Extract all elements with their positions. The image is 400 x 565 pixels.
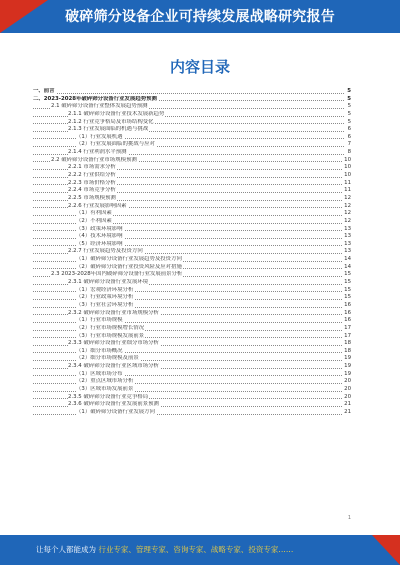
toc-entry-page: 18 xyxy=(344,340,351,347)
toc-entry-page: 12 xyxy=(344,194,351,201)
toc-entry-page: 18 xyxy=(344,347,351,354)
toc-entry-page: 13 xyxy=(344,233,351,240)
toc-entry-page: 11 xyxy=(344,179,351,186)
toc-entry-page: 6 xyxy=(347,133,351,140)
toc-entry[interactable] xyxy=(33,279,351,287)
toc-entry-page: 14 xyxy=(344,263,351,270)
toc-entry[interactable] xyxy=(33,317,351,325)
toc-entry[interactable] xyxy=(33,333,351,341)
toc-entry-page: 12 xyxy=(344,202,351,209)
toc-entry-label: （2）重点区域市场分析 xyxy=(76,378,134,385)
toc-entry-label: （1）破碎筛分设备行业发展趋势及投资方向 xyxy=(76,256,182,263)
toc-entry[interactable] xyxy=(33,294,351,302)
toc-entry-label: （3）行业社会环境分析 xyxy=(76,301,134,308)
toc-entry-page: 5 xyxy=(347,95,351,102)
toc-entry-label: （3）行业市场规模发展前景 xyxy=(76,332,145,339)
footer-slogan-highlight: 行业专家、管理专家、咨询专家、战略专家、投资专家…… xyxy=(98,545,294,554)
toc-entry-label: （2）行业发展面临的挑战与应对 xyxy=(76,141,155,148)
toc-entry-label: （1）有利因素 xyxy=(76,210,112,217)
toc-entry[interactable] xyxy=(33,210,351,218)
toc-entry-page: 5 xyxy=(347,110,351,117)
toc-entry-page: 21 xyxy=(344,408,351,415)
toc-entry-page: 20 xyxy=(344,385,351,392)
toc-entry-page: 8 xyxy=(347,149,351,156)
toc-entry-label: 2.1.1 破碎筛分设备行业技术发展新趋势 xyxy=(68,110,165,117)
toc-entry-label: （2）不利因素 xyxy=(76,217,112,224)
toc-entry-page: 17 xyxy=(344,324,351,331)
toc-entry[interactable] xyxy=(33,302,351,310)
toc-entry[interactable] xyxy=(33,141,351,149)
toc-entry-label: 2.1.2 行业竞争格局及市场结构变化 xyxy=(68,118,154,125)
toc-entry-page: 20 xyxy=(344,393,351,400)
toc-entry[interactable] xyxy=(33,134,351,142)
toc-entry-label: 2.2 破碎筛分设备行业市场规模预测 xyxy=(51,156,137,163)
toc-entry-label: 2.1.3 行业发展面临的机遇与挑战 xyxy=(68,126,149,133)
toc-entry[interactable] xyxy=(33,287,351,295)
toc-entry-page: 16 xyxy=(344,309,351,316)
toc-entry[interactable] xyxy=(33,348,351,356)
toc-entry[interactable] xyxy=(33,363,351,371)
toc-entry[interactable] xyxy=(33,96,351,104)
toc-entry-page: 17 xyxy=(344,332,351,339)
toc-entry-label: 2.2.6 行业发展影响因素 xyxy=(68,202,127,209)
toc-heading: 内容目录 xyxy=(169,58,230,76)
toc-entry-page: 5 xyxy=(347,118,351,125)
footer-slogan xyxy=(36,544,293,555)
toc-entry-page: 6 xyxy=(347,126,351,133)
toc-entry-page: 7 xyxy=(347,141,351,148)
toc-entry-page: 10 xyxy=(344,164,351,171)
toc-entry[interactable] xyxy=(33,394,351,402)
toc-entry-label: 二、2023-2028年破碎筛分设备行业发展趋势预测 xyxy=(33,95,157,102)
toc-entry-page: 13 xyxy=(344,248,351,255)
toc-entry-page: 10 xyxy=(344,172,351,179)
toc-entry-page: 15 xyxy=(344,286,351,293)
toc-entry-page: 21 xyxy=(344,401,351,408)
toc-leader-dots xyxy=(33,93,344,94)
toc-entry-label: 2.3.5 破碎筛分设备行业竞争格局 xyxy=(68,393,149,400)
toc-entry[interactable] xyxy=(33,371,351,379)
toc-entry[interactable] xyxy=(33,264,351,272)
footer-banner xyxy=(0,535,400,565)
toc-entry-page: 19 xyxy=(344,355,351,362)
toc-entry[interactable] xyxy=(33,256,351,264)
toc-entry-label: 2.2.7 行业发展趋势及投资方向 xyxy=(68,248,143,255)
toc-entry[interactable] xyxy=(33,409,351,417)
toc-entry[interactable] xyxy=(33,126,351,134)
toc-entry-page: 19 xyxy=(344,363,351,370)
toc-entry-label: 2.3 2023-2028年国内破碎筛分设备行业发展前景分析 xyxy=(51,271,183,278)
toc-entry[interactable] xyxy=(33,241,351,249)
toc-entry[interactable] xyxy=(33,233,351,241)
table-of-contents xyxy=(33,88,351,417)
toc-entry-page: 19 xyxy=(344,370,351,377)
toc-entry-label: （1）破碎筛分设备行业发展方向 xyxy=(76,408,155,415)
toc-entry[interactable] xyxy=(33,164,351,172)
footer-slogan-prefix: 让每个人都能成为 xyxy=(36,545,96,554)
toc-entry[interactable] xyxy=(33,111,351,119)
toc-entry-page: 14 xyxy=(344,256,351,263)
toc-entry-page: 16 xyxy=(344,317,351,324)
toc-entry[interactable] xyxy=(33,386,351,394)
toc-entry[interactable] xyxy=(33,195,351,203)
toc-entry-page: 5 xyxy=(347,103,351,110)
toc-entry-page: 13 xyxy=(344,225,351,232)
toc-entry-page: 16 xyxy=(344,301,351,308)
toc-entry-label: （1）区域市场分布 xyxy=(76,370,123,377)
report-title: 破碎筛分设备企业可持续发展战略研究报告 xyxy=(65,9,335,25)
toc-entry-page: 5 xyxy=(347,88,351,94)
toc-entry-label: 2.3.1 破碎筛分设备行业发展环境 xyxy=(68,279,149,286)
toc-entry-label: （1）宏观经济环境分析 xyxy=(76,286,134,293)
toc-entry-label: （5）经济环境影响 xyxy=(76,240,123,247)
toc-entry-page: 15 xyxy=(344,271,351,278)
toc-entry-label: （1）细分市场概况 xyxy=(76,347,123,354)
toc-entry[interactable] xyxy=(33,355,351,363)
toc-entry[interactable] xyxy=(33,310,351,318)
toc-entry-label: （1）行业发展机遇 xyxy=(76,133,123,140)
toc-entry-page: 11 xyxy=(344,187,351,194)
toc-entry-label: 2.1 破碎筛分设备行业整体发展趋势预测 xyxy=(51,103,148,110)
toc-entry-label: 2.2.1 市场需求分析 xyxy=(68,164,116,171)
toc-entry-label: 2.2.5 市场规模预测 xyxy=(68,194,116,201)
toc-entry-page: 15 xyxy=(344,279,351,286)
toc-entry[interactable] xyxy=(33,103,351,111)
toc-entry-label: 2.2.4 市场竞争分析 xyxy=(68,187,116,194)
toc-entry[interactable] xyxy=(33,119,351,127)
toc-entry-label: 一、前言 xyxy=(33,88,55,94)
toc-entry-label: 2.2.2 行业供给分析 xyxy=(68,172,116,179)
toc-entry[interactable] xyxy=(33,401,351,409)
footer-red-corner xyxy=(372,535,400,565)
toc-entry[interactable] xyxy=(33,157,351,165)
toc-entry[interactable] xyxy=(33,378,351,386)
toc-entry[interactable] xyxy=(33,271,351,279)
toc-entry[interactable] xyxy=(33,187,351,195)
toc-entry[interactable] xyxy=(33,248,351,256)
toc-entry[interactable] xyxy=(33,325,351,333)
toc-entry[interactable] xyxy=(33,226,351,234)
toc-entry-label: 2.1.4 行业利润水平预测 xyxy=(68,149,127,156)
toc-entry-label: （3）区域市场发展前景 xyxy=(76,385,134,392)
toc-entry-label: （3）政策环境影响 xyxy=(76,225,123,232)
toc-entry-label: 2.3.6 破碎筛分设备行业发展前景预测 xyxy=(68,401,159,408)
toc-entry-page: 10 xyxy=(344,156,351,163)
toc-entry[interactable] xyxy=(33,180,351,188)
toc-entry-label: （2）细分市场规模及前景 xyxy=(76,355,139,362)
toc-entry-page: 15 xyxy=(344,294,351,301)
toc-entry-label: （2）行业市场规模增长情况 xyxy=(76,324,145,331)
toc-entry-label: （2）破碎筛分设备行业投资风险及应对措施 xyxy=(76,263,182,270)
toc-entry-page: 12 xyxy=(344,217,351,224)
report-header-banner xyxy=(0,0,400,33)
toc-entry-page: 13 xyxy=(344,240,351,247)
toc-entry-label: 2.3.4 破碎筛分设备行业区域市场分析 xyxy=(68,363,159,370)
toc-entry-label: （2）行业政策环境分析 xyxy=(76,294,134,301)
toc-entry-label: 2.3.3 破碎筛分设备行业细分市场分析 xyxy=(68,340,159,347)
toc-entry[interactable] xyxy=(33,218,351,226)
toc-entry-label: 2.2.3 市场价格分析 xyxy=(68,179,116,186)
toc-entry-page: 12 xyxy=(344,210,351,217)
toc-entry[interactable] xyxy=(33,203,351,211)
toc-entry[interactable] xyxy=(33,88,351,96)
toc-entry-page: 20 xyxy=(344,378,351,385)
toc-entry-label: （1）行业市场规模 xyxy=(76,317,123,324)
toc-entry[interactable] xyxy=(33,340,351,348)
toc-entry-label: 2.3.2 破碎筛分设备行业市场规模分析 xyxy=(68,309,159,316)
toc-entry[interactable] xyxy=(33,149,351,157)
page-number: 1 xyxy=(347,515,351,521)
toc-entry-label: （4）技术环境影响 xyxy=(76,233,123,240)
toc-entry[interactable] xyxy=(33,172,351,180)
